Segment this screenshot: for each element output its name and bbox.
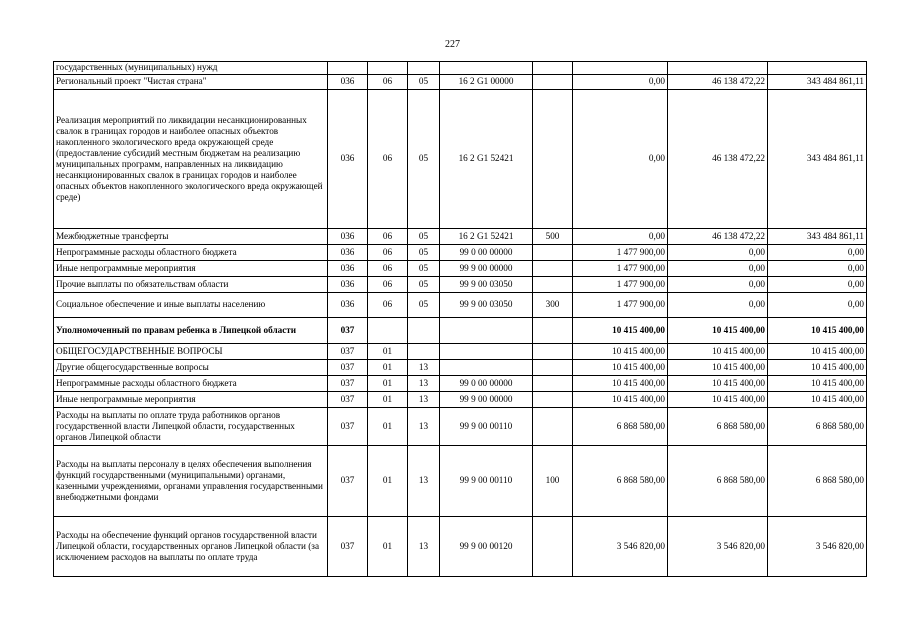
expense-type-cell (533, 392, 573, 408)
target-article-cell (440, 62, 533, 75)
subsection-code-cell (408, 318, 440, 344)
item-name-cell: Социальное обеспечение и иные выплаты населению (54, 293, 328, 318)
table-row (54, 90, 867, 229)
table-row (54, 293, 867, 318)
gov-code-cell: 036 (328, 261, 368, 277)
expense-type-cell (533, 360, 573, 376)
target-article-cell: 99 9 00 00110 (440, 408, 533, 446)
amount-year-1-cell: 10 415 400,00 (573, 318, 668, 344)
amount-year-1-cell: 10 415 400,00 (573, 360, 668, 376)
amount-year-3-cell: 3 546 820,00 (768, 517, 867, 577)
section-code-cell: 01 (368, 360, 408, 376)
amount-year-3-cell: 343 484 861,11 (768, 75, 867, 90)
target-article-cell (440, 344, 533, 360)
item-name-cell: Расходы на выплаты персоналу в целях обеспечения выполнения функций государственными (муниципальными) органами, казенными учреждениями, органами управления государственными внебюджетными фондами (54, 446, 328, 517)
amount-year-3-cell: 0,00 (768, 245, 867, 261)
amount-year-1-cell: 1 477 900,00 (573, 277, 668, 293)
expense-type-cell (533, 344, 573, 360)
amount-year-3-cell: 0,00 (768, 261, 867, 277)
expense-type-cell: 300 (533, 293, 573, 318)
section-code-cell: 01 (368, 344, 408, 360)
amount-year-2-cell: 10 415 400,00 (668, 360, 768, 376)
subsection-code-cell: 05 (408, 229, 440, 245)
subsection-code-cell: 13 (408, 392, 440, 408)
amount-year-3-cell: 10 415 400,00 (768, 344, 867, 360)
subsection-code-cell: 05 (408, 245, 440, 261)
section-code-cell: 06 (368, 90, 408, 229)
gov-code-cell: 037 (328, 318, 368, 344)
section-code-cell: 06 (368, 245, 408, 261)
section-code-cell: 06 (368, 229, 408, 245)
amount-year-3-cell: 10 415 400,00 (768, 392, 867, 408)
amount-year-1-cell: 10 415 400,00 (573, 392, 668, 408)
amount-year-2-cell: 3 546 820,00 (668, 517, 768, 577)
target-article-cell: 99 9 00 00000 (440, 261, 533, 277)
target-article-cell: 99 9 00 03050 (440, 277, 533, 293)
item-name-cell: Уполномоченный по правам ребенка в Липецкой области (54, 318, 328, 344)
section-code-cell: 06 (368, 293, 408, 318)
amount-year-1-cell: 1 477 900,00 (573, 245, 668, 261)
item-name-cell: Другие общегосударственные вопросы (54, 360, 328, 376)
table-row (54, 261, 867, 277)
amount-year-2-cell: 10 415 400,00 (668, 344, 768, 360)
expense-type-cell (533, 62, 573, 75)
section-code-cell: 06 (368, 261, 408, 277)
amount-year-1-cell: 3 546 820,00 (573, 517, 668, 577)
table-row (54, 277, 867, 293)
gov-code-cell: 037 (328, 517, 368, 577)
subsection-code-cell: 05 (408, 75, 440, 90)
amount-year-1-cell: 10 415 400,00 (573, 376, 668, 392)
item-name-cell: Расходы на обеспечение функций органов государственной власти Липецкой области, государственных органов Липецкой области (за исключением расходов на выплаты по оплате труда (54, 517, 328, 577)
table-row (54, 446, 867, 517)
item-name-cell: государственных (муниципальных) нужд (54, 62, 328, 75)
target-article-cell (440, 360, 533, 376)
item-name-cell: Непрограммные расходы областного бюджета (54, 245, 328, 261)
subsection-code-cell: 05 (408, 90, 440, 229)
amount-year-1-cell: 6 868 580,00 (573, 446, 668, 517)
table-row (54, 376, 867, 392)
target-article-cell: 16 2 G1 00000 (440, 75, 533, 90)
item-name-cell: Межбюджетные трансферты (54, 229, 328, 245)
target-article-cell: 99 0 00 00000 (440, 376, 533, 392)
item-name-cell: Расходы на выплаты по оплате труда работников органов государственной власти Липецкой области, государственных органов Липецкой области (54, 408, 328, 446)
subsection-code-cell: 05 (408, 261, 440, 277)
table-row (54, 517, 867, 577)
gov-code-cell: 036 (328, 245, 368, 261)
amount-year-1-cell: 1 477 900,00 (573, 293, 668, 318)
item-name-cell: Непрограммные расходы областного бюджета (54, 376, 328, 392)
gov-code-cell: 036 (328, 293, 368, 318)
table-row (54, 408, 867, 446)
amount-year-1-cell: 1 477 900,00 (573, 261, 668, 277)
amount-year-2-cell (668, 62, 768, 75)
amount-year-1-cell: 0,00 (573, 90, 668, 229)
amount-year-2-cell: 6 868 580,00 (668, 446, 768, 517)
subsection-code-cell: 05 (408, 293, 440, 318)
amount-year-1-cell: 6 868 580,00 (573, 408, 668, 446)
gov-code-cell: 036 (328, 229, 368, 245)
target-article-cell: 99 9 00 03050 (440, 293, 533, 318)
amount-year-2-cell: 10 415 400,00 (668, 376, 768, 392)
amount-year-2-cell: 46 138 472,22 (668, 75, 768, 90)
expense-type-cell (533, 318, 573, 344)
amount-year-1-cell: 0,00 (573, 229, 668, 245)
amount-year-3-cell (768, 62, 867, 75)
target-article-cell: 99 0 00 00000 (440, 245, 533, 261)
amount-year-3-cell: 6 868 580,00 (768, 408, 867, 446)
amount-year-2-cell: 10 415 400,00 (668, 318, 768, 344)
section-code-cell (368, 318, 408, 344)
table-row (54, 360, 867, 376)
expense-type-cell: 100 (533, 446, 573, 517)
gov-code-cell: 037 (328, 446, 368, 517)
expense-type-cell (533, 245, 573, 261)
amount-year-3-cell: 10 415 400,00 (768, 318, 867, 344)
expense-type-cell (533, 90, 573, 229)
target-article-cell: 99 9 00 00120 (440, 517, 533, 577)
subsection-code-cell: 13 (408, 517, 440, 577)
subsection-code-cell: 13 (408, 446, 440, 517)
amount-year-3-cell: 6 868 580,00 (768, 446, 867, 517)
gov-code-cell: 037 (328, 408, 368, 446)
amount-year-3-cell: 10 415 400,00 (768, 376, 867, 392)
section-code-cell: 06 (368, 75, 408, 90)
gov-code-cell: 036 (328, 90, 368, 229)
section-code-cell: 01 (368, 392, 408, 408)
item-name-cell: Иные непрограммные мероприятия (54, 261, 328, 277)
section-code-cell: 01 (368, 517, 408, 577)
gov-code-cell (328, 62, 368, 75)
amount-year-3-cell: 0,00 (768, 293, 867, 318)
expense-type-cell (533, 517, 573, 577)
amount-year-2-cell: 0,00 (668, 277, 768, 293)
amount-year-1-cell: 10 415 400,00 (573, 344, 668, 360)
amount-year-1-cell: 0,00 (573, 75, 668, 90)
subsection-code-cell (408, 62, 440, 75)
amount-year-1-cell (573, 62, 668, 75)
budget-table (53, 61, 867, 577)
gov-code-cell: 037 (328, 360, 368, 376)
subsection-code-cell: 13 (408, 360, 440, 376)
gov-code-cell: 037 (328, 344, 368, 360)
item-name-cell: ОБЩЕГОСУДАРСТВЕННЫЕ ВОПРОСЫ (54, 344, 328, 360)
amount-year-2-cell: 0,00 (668, 293, 768, 318)
amount-year-3-cell: 10 415 400,00 (768, 360, 867, 376)
section-code-cell: 06 (368, 277, 408, 293)
target-article-cell: 16 2 G1 52421 (440, 90, 533, 229)
amount-year-2-cell: 0,00 (668, 245, 768, 261)
gov-code-cell: 036 (328, 277, 368, 293)
table-row (54, 245, 867, 261)
table-row (54, 62, 867, 75)
expense-type-cell (533, 277, 573, 293)
page-number: 227 (445, 39, 460, 50)
expense-type-cell (533, 75, 573, 90)
subsection-code-cell (408, 344, 440, 360)
item-name-cell: Прочие выплаты по обязательствам области (54, 277, 328, 293)
section-code-cell: 01 (368, 446, 408, 517)
amount-year-3-cell: 343 484 861,11 (768, 229, 867, 245)
target-article-cell (440, 318, 533, 344)
target-article-cell: 16 2 G1 52421 (440, 229, 533, 245)
item-name-cell: Иные непрограммные мероприятия (54, 392, 328, 408)
expense-type-cell (533, 261, 573, 277)
subsection-code-cell: 13 (408, 376, 440, 392)
table-row (54, 318, 867, 344)
table-row (54, 75, 867, 90)
amount-year-3-cell: 0,00 (768, 277, 867, 293)
expense-type-cell (533, 408, 573, 446)
amount-year-2-cell: 6 868 580,00 (668, 408, 768, 446)
target-article-cell: 99 9 00 00000 (440, 392, 533, 408)
table-row (54, 229, 867, 245)
amount-year-2-cell: 46 138 472,22 (668, 229, 768, 245)
amount-year-2-cell: 10 415 400,00 (668, 392, 768, 408)
section-code-cell: 01 (368, 376, 408, 392)
amount-year-3-cell: 343 484 861,11 (768, 90, 867, 229)
gov-code-cell: 037 (328, 392, 368, 408)
gov-code-cell: 037 (328, 376, 368, 392)
subsection-code-cell: 13 (408, 408, 440, 446)
section-code-cell: 01 (368, 408, 408, 446)
item-name-cell: Реализация мероприятий по ликвидации несанкционированных свалок в границах городов и наиболее опасных объектов накопленного экологического вреда окружающей среде (предоставление субсидий местным бюджетам на реализацию муниципальных программ, направленных на ликвидацию несанкционированных свалок в границах городов и наиболее опасных объектов накопленного экологического вреда окружающей среде) (54, 90, 328, 229)
item-name-cell: Региональный проект "Чистая страна" (54, 75, 328, 90)
target-article-cell: 99 9 00 00110 (440, 446, 533, 517)
gov-code-cell: 036 (328, 75, 368, 90)
amount-year-2-cell: 46 138 472,22 (668, 90, 768, 229)
expense-type-cell: 500 (533, 229, 573, 245)
amount-year-2-cell: 0,00 (668, 261, 768, 277)
expense-type-cell (533, 376, 573, 392)
section-code-cell (368, 62, 408, 75)
table-row (54, 392, 867, 408)
table-row (54, 344, 867, 360)
subsection-code-cell: 05 (408, 277, 440, 293)
